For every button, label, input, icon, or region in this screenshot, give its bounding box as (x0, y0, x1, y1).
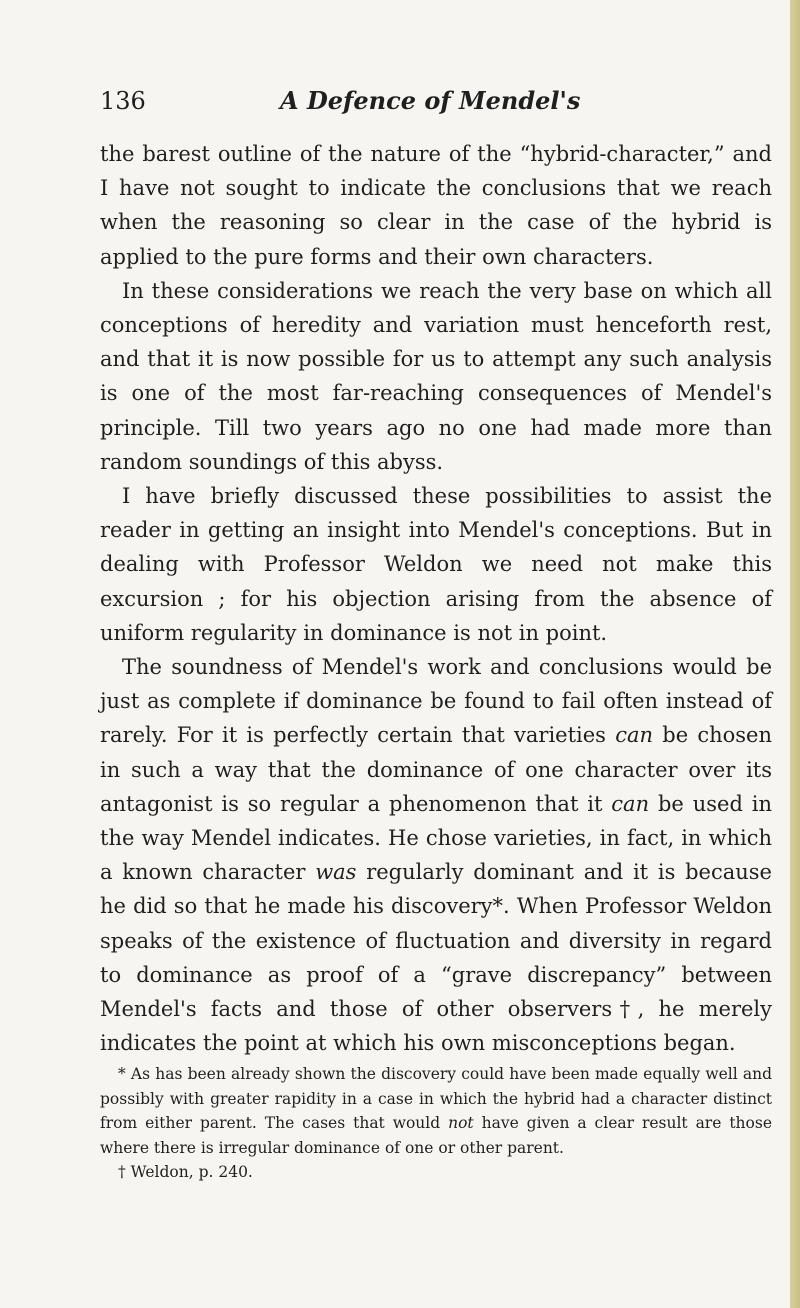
emphasis-not: not (448, 1114, 474, 1132)
paragraph-4-text-c: be used in the way Mendel indicates. He chose varieties, in fact, in which a known character (100, 791, 772, 885)
paragraph-2: In these considerations we reach the very base on which all conceptions of heredity and variation must henceforth rest, and that it is now possible for us to attempt any such analysis is one of the most far-reaching consequences of Mendel's principle. Till two years ago no one had made more than random soundings of this abyss. (100, 278, 772, 474)
running-title: A Defence of Mendel's (280, 86, 581, 115)
footnote-1 (100, 1062, 772, 1160)
emphasis-can: can (611, 791, 650, 816)
footnote-1-text-a: * As has been already shown the discovery could have been made equally well and possibly with greater rapidity in a case in which the hybrid had a character distinct from either parent. The cases that would (100, 1065, 772, 1132)
emphasis-was: was (315, 860, 357, 885)
body-text (100, 137, 772, 1060)
emphasis-can: can (615, 723, 654, 748)
paragraph-4-text-d: regularly dominant and it is because he did so that he made his discovery*. When Professor Weldon speaks of the existence of fluctuation and diversity in regard to dominance as proof of a “grave discrepancy” between Mendel's facts and those of other observers†, he merely indicates the point at which his own misconceptions began. (100, 860, 772, 1056)
paragraph-4-text-a: The soundness of Mendel's work and conclusions would be just as complete if dominance be found to fail often instead of rarely. For it is perfectly certain that varieties (100, 655, 772, 748)
footnotes (100, 1062, 772, 1185)
page-number: 136 (100, 87, 146, 115)
paragraph-3: I have briefly discussed these possibilities to assist the reader in getting an insight into Mendel's conceptions. But in dealing with Professor Weldon we need not make this excursion ; for his objection arising from the absence of uniform regularity in dominance is not in point. (100, 484, 772, 645)
footnote-1-text-b: have given a clear result are those where there is irregular dominance of one or other parent. (100, 1114, 772, 1157)
paragraph-4 (100, 650, 772, 1060)
paragraph-4-text-b: be chosen in such a way that the dominance of one character over its antagonist is so regular a phenomenon that it (100, 723, 772, 816)
page-edge (790, 0, 800, 1308)
footnote-2: † Weldon, p. 240. (118, 1163, 253, 1181)
paragraph-1: the barest outline of the nature of the “hybrid-character,” and I have not sought to indicate the conclusions that we reach when the reasoning so clear in the case of the hybrid is applied to the pure forms and their own characters. (100, 142, 772, 269)
